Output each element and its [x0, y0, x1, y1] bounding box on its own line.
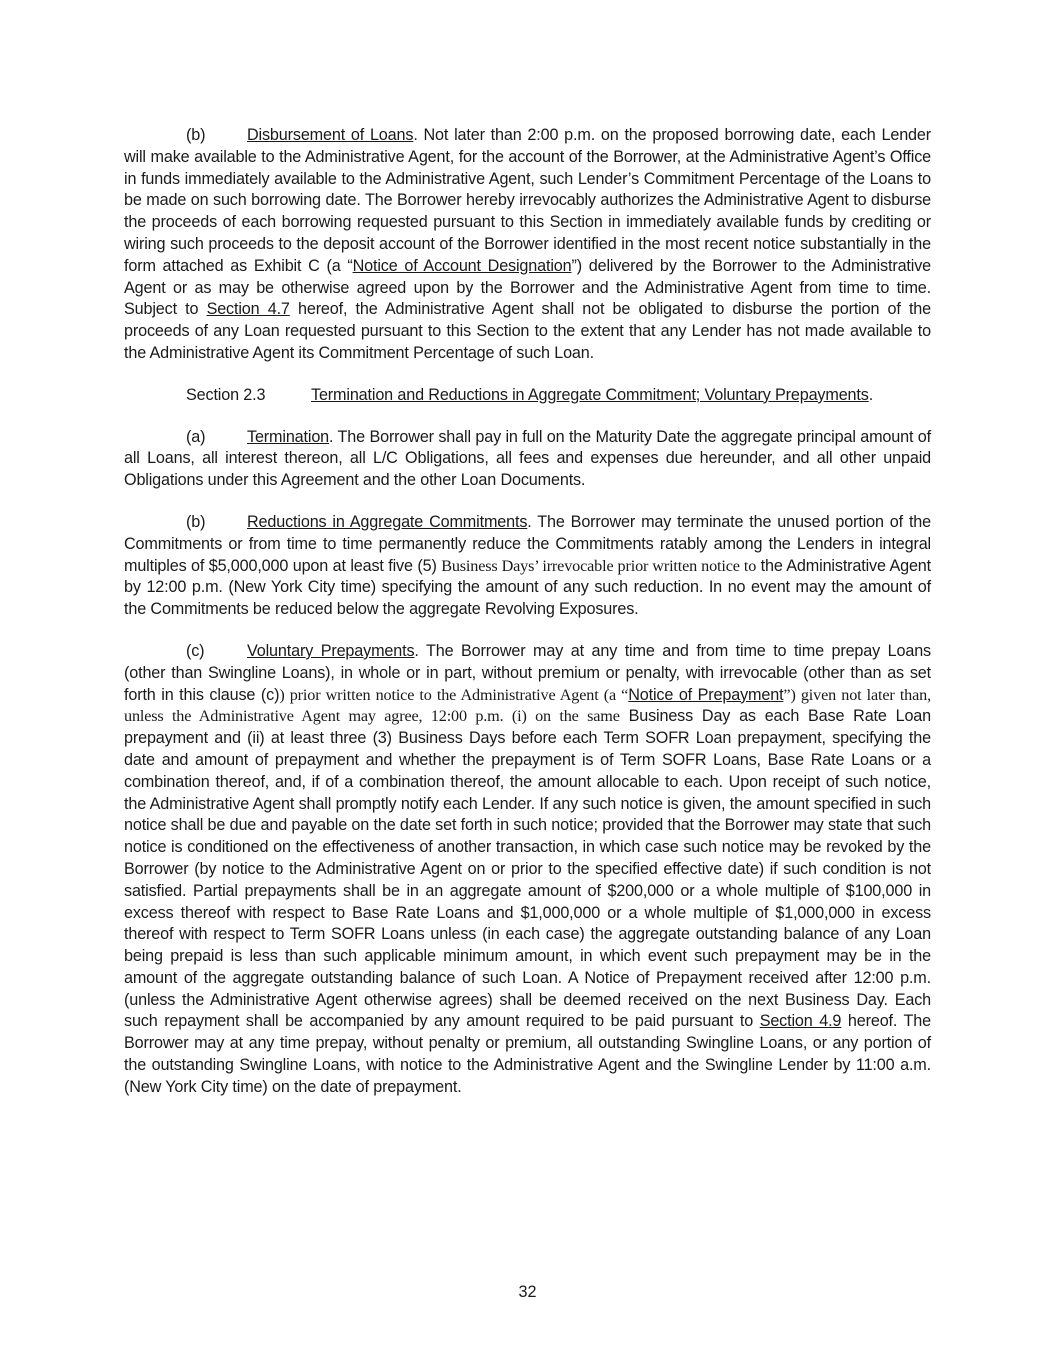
- section-reference: Section 4.7: [206, 300, 290, 319]
- clause-heading: Termination: [247, 427, 330, 446]
- clause-heading: Voluntary Prepayments: [247, 641, 415, 660]
- section-heading: [124, 385, 931, 407]
- paragraph-disbursement-of-loans: [124, 125, 931, 365]
- clause-text: the Administrative Agent by 12:00 p.m. (New York City time) specifying the amount of any such reduction. In no event may the amount of the Commitments be reduced below the aggregate Revolving Exposures.: [124, 556, 931, 619]
- clause-label: (b): [186, 126, 206, 144]
- clause-text-serif: Business Days’ irrevocable prior written notice to: [441, 556, 757, 575]
- section-number: Section 2.3: [186, 385, 266, 404]
- clause-text: . Not later than 2:00 p.m. on the proposed borrowing date, each Lender will make available to the Administrative Agent, for the account of the Borrower, at the Administrative Agent’s Office in funds immediately available to the Administrative Agent, such Lender’s Commitment Percentage of the Loans to be made on such borrowing date. The Borrower hereby irrevocably authorizes the Administrative Agent to disburse the proceeds of each borrowing requested pursuant to this Section in immediately available funds by crediting or wiring such proceeds to the deposit account of the Borrower identified in the most recent notice substantially in the form attached as Exhibit C (a “: [124, 126, 931, 275]
- document-page: [124, 125, 931, 1119]
- clause-label: (b): [186, 512, 206, 531]
- section-title: Termination and Reductions in Aggregate Commitment; Voluntary Prepayments: [311, 385, 869, 404]
- clause-text-serif: ”) given not later than, unless the Administrative Agent may agree, 12:00 p.m. (i) on the same: [124, 685, 931, 726]
- paragraph-voluntary-prepayments: [124, 641, 931, 1099]
- clause-text: hereof, the Administrative Agent shall not be obligated to disburse the portion of the proceeds of any Loan requested pursuant to this Section to the extent that any Lender has not made available to the Administrative Agent its Commitment Percentage of such Loan.: [124, 300, 932, 362]
- paragraph-termination: [124, 427, 931, 492]
- clause-text: Business Day as each Base Rate Loan prepayment and (ii) at least three (3) Business Days before each Term SOFR Loan prepayment, specifying the date and amount of prepayment and whether the prepayment is of Term SOFR Loans, Base Rate Loans or a combination thereof, and, if of a combination thereof, the amount allocable to each. Upon receipt of such notice, the Administrative Agent shall promptly notify each Lender. If any such notice is given, the amount specified in such notice shall be due and payable on the date set forth in such notice; provided that the Borrower may state that such notice is conditioned on the effectiveness of another transaction, in which case such notice may be revoked by the Borrower (by notice to the Administrative Agent on or prior to the specified effective date) if such condition is not satisfied. Partial prepayments shall be in an aggregate amount of $200,000 or a whole multiple of $100,000 in excess thereof with respect to Base Rate Loans and $1,000,000 or a whole multiple of $1,000,000 in excess thereof with respect to Term SOFR Loans unless (in each case) the aggregate outstanding balance of any Loan being prepaid is less than such applicable minimum amount, in which event such prepayment may be in the amount of the aggregate outstanding balance of such Loan. A Notice of Prepayment received after 12:00 p.m. (unless the Administrative Agent otherwise agrees) shall be deemed received on the next Business Day. Each such repayment shall be accompanied by any amount required to be paid pursuant to: [124, 707, 931, 1031]
- section-title-end: .: [868, 385, 874, 404]
- clause-text: hereof. The Borrower may at any time prepay, without penalty or premium, all outstanding Swingline Loans, or any portion of the outstanding Swingline Loans, with notice to the Administrative Agent and the Swingline Lender by 11:00 a.m. (New York City time) on the date of prepayment.: [124, 1012, 931, 1096]
- section-reference: Section 4.9: [759, 1012, 842, 1031]
- paragraph-reductions: [124, 512, 931, 621]
- defined-term: Notice of Account Designation: [352, 256, 572, 275]
- clause-text-serif: ) prior written notice to the Administrative Agent (a “: [279, 685, 629, 704]
- clause-heading: Disbursement of Loans: [247, 126, 414, 144]
- clause-text: ”) delivered by the Borrower to the Administrative Agent or as may be otherwise agreed upon by the Borrower and the Administrative Agent from time to time. Subject to: [124, 256, 932, 319]
- page-number: 32: [518, 1283, 537, 1301]
- clause-label: (c): [186, 641, 205, 660]
- clause-text: . The Borrower may terminate the unused portion of the Commitments or from time to time permanently reduce the Commitments ratably among the Lenders in integral multiples of $5,000,000 upon at least five (5): [124, 512, 931, 575]
- clause-text: . The Borrower shall pay in full on the Maturity Date the aggregate principal amount of all Loans, all interest thereon, all L/C Obligations, all fees and expenses due hereunder, and all other unpaid Obligations under this Agreement and the other Loan Documents.: [124, 427, 931, 490]
- defined-term: Notice of Prepayment: [628, 685, 784, 704]
- clause-text: . The Borrower may at any time and from time to time prepay Loans (other than Swingline Loans), in whole or in part, without premium or penalty, with irrevocable (other than as set forth in this clause (c): [124, 641, 931, 704]
- clause-heading: Reductions in Aggregate Commitments: [247, 512, 528, 531]
- clause-label: (a): [186, 427, 206, 446]
